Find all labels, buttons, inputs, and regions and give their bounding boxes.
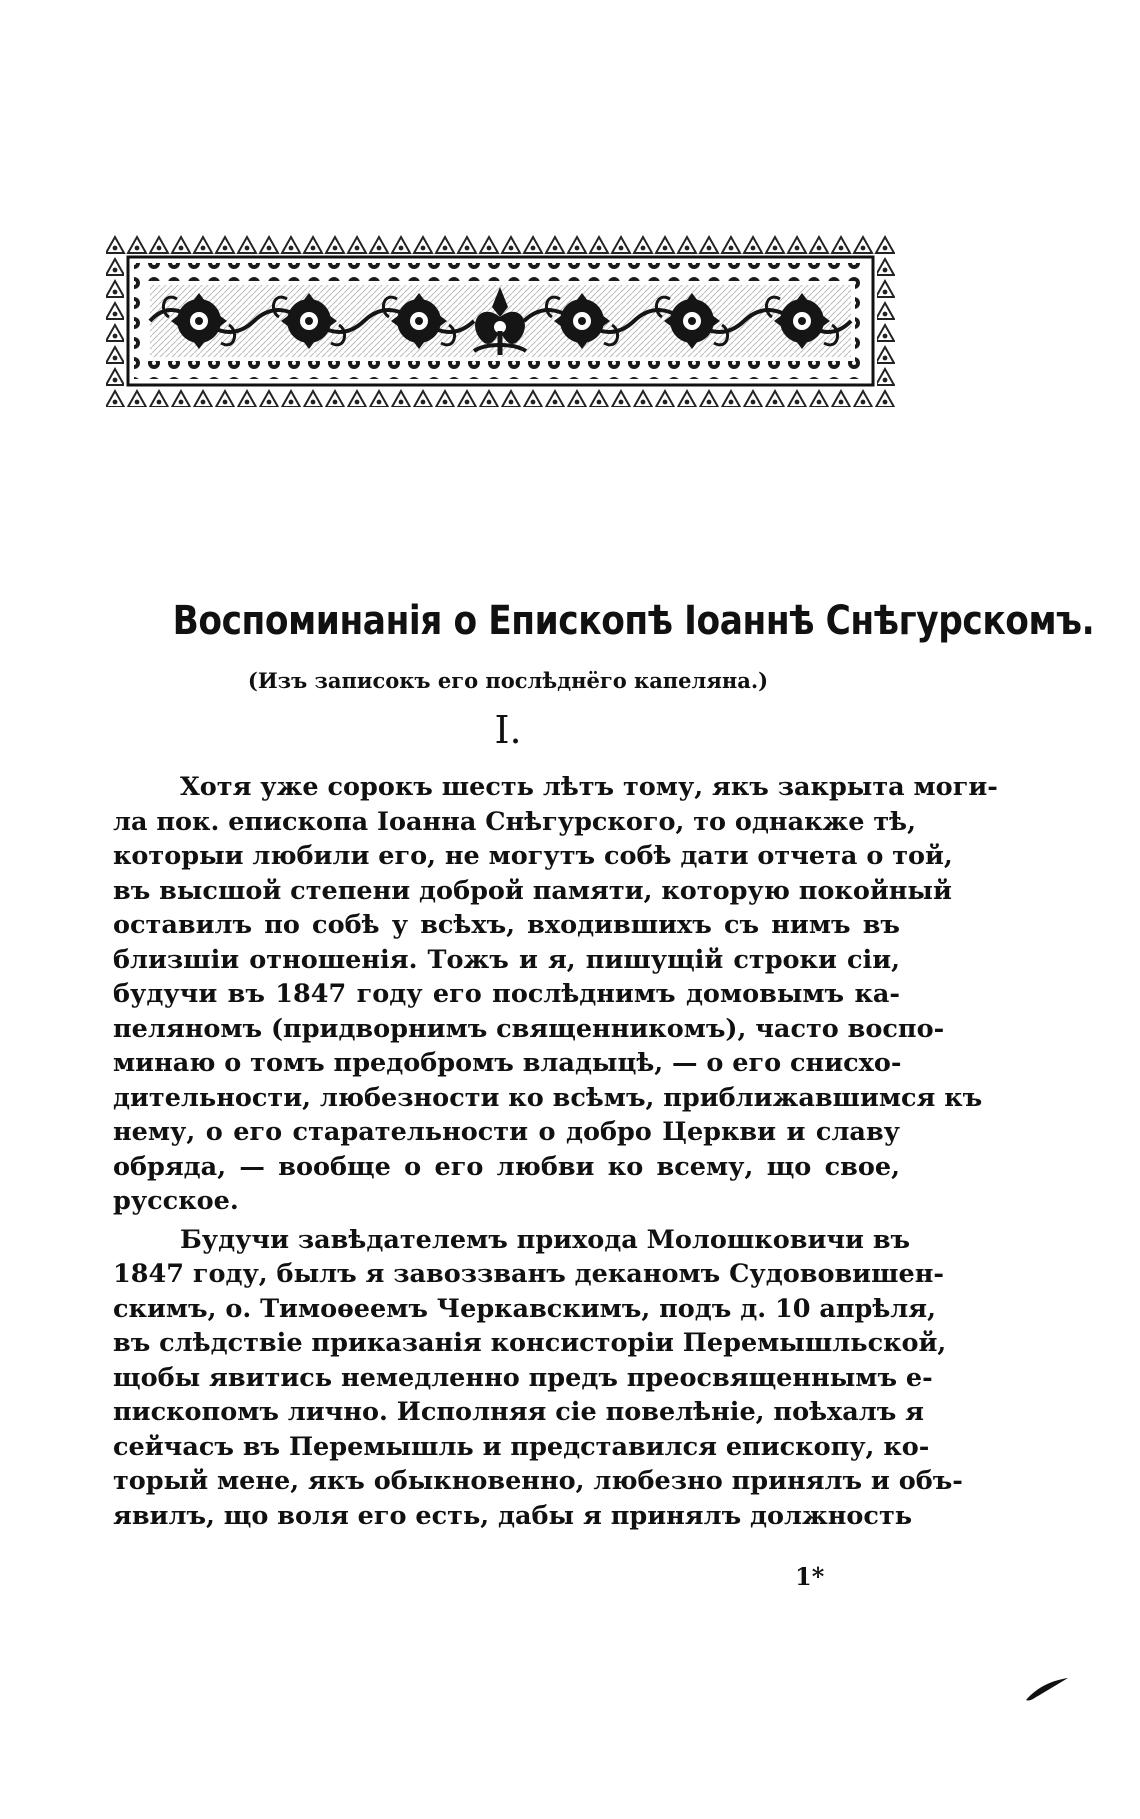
text-line: дительности, любезности ко всѣмъ, приближавшимся къ xyxy=(113,1082,983,1113)
text-line: Будучи завѣдателемъ прихода Молошковичи въ xyxy=(180,1224,911,1255)
header-ornament xyxy=(104,233,897,409)
text-line: обряда, — вообще о его любви ко всему, що свое, xyxy=(113,1151,900,1182)
section-number: I. xyxy=(494,708,522,752)
paragraph-1 xyxy=(113,770,998,1219)
page-signature: 1* xyxy=(795,1562,825,1591)
text-line: торый мене, якъ обыкновенно, любезно принялъ и объ- xyxy=(113,1466,963,1496)
text-line: щобы явитись немедленно предъ преосвященнымъ е- xyxy=(113,1362,933,1393)
text-line: Хотя уже сорокъ шесть лѣтъ тому, якъ закрыта моги- xyxy=(180,772,998,802)
text-line: сейчасъ въ Перемышль и представился епископу, ко- xyxy=(113,1431,930,1462)
text-line: 1847 году, былъ я завоззванъ деканомъ Судововишен- xyxy=(113,1259,944,1289)
text-line: явилъ, що воля его есть, дабы я принялъ должность xyxy=(113,1500,913,1531)
text-line: минаю о томъ предобромъ владыцѣ, — о его снисхо- xyxy=(113,1048,902,1078)
text-line: близшіи отношенія. Тожъ и я, пишущій строки сіи, xyxy=(113,944,900,975)
text-line: въ слѣдствіе приказанія консисторіи Перемышльской, xyxy=(113,1328,947,1358)
text-line: нему, о его старательности о добро Церкви и славу xyxy=(113,1117,900,1147)
text-line: будучи въ 1847 году его послѣднимъ домовымъ ка- xyxy=(113,979,900,1009)
subtitle: (Изъ записокъ его послѣднёго капеляна.) xyxy=(247,668,769,693)
ink-mark xyxy=(1024,1676,1070,1704)
body-text xyxy=(113,770,998,1537)
paragraph-2 xyxy=(113,1223,963,1534)
text-line: пископомъ лично. Исполняя сіе повелѣніе, поѣхалъ я xyxy=(113,1397,925,1427)
text-line: скимъ, о. Тимоѳеемъ Черкавскимъ, подъ д. 10 апрѣля, xyxy=(113,1293,936,1324)
text-line: ла пок. епископа Іоанна Снѣгурского, то однакже тѣ, xyxy=(113,806,916,837)
text-line: въ высшой степени доброй памяти, которую покойный xyxy=(113,875,952,906)
text-line: русское. xyxy=(113,1186,239,1216)
text-line: оставилъ по собѣ у всѣхъ, входившихъ съ нимъ въ xyxy=(113,910,900,940)
text-line: пеляномъ (придворнимъ священникомъ), часто воспо- xyxy=(113,1013,945,1044)
page-title: Воспоминанія о Епископѣ Іоаннѣ Снѣгурскомъ. xyxy=(172,598,1095,644)
text-line: которыи любили его, не могутъ собѣ дати отчета о той, xyxy=(113,841,953,871)
